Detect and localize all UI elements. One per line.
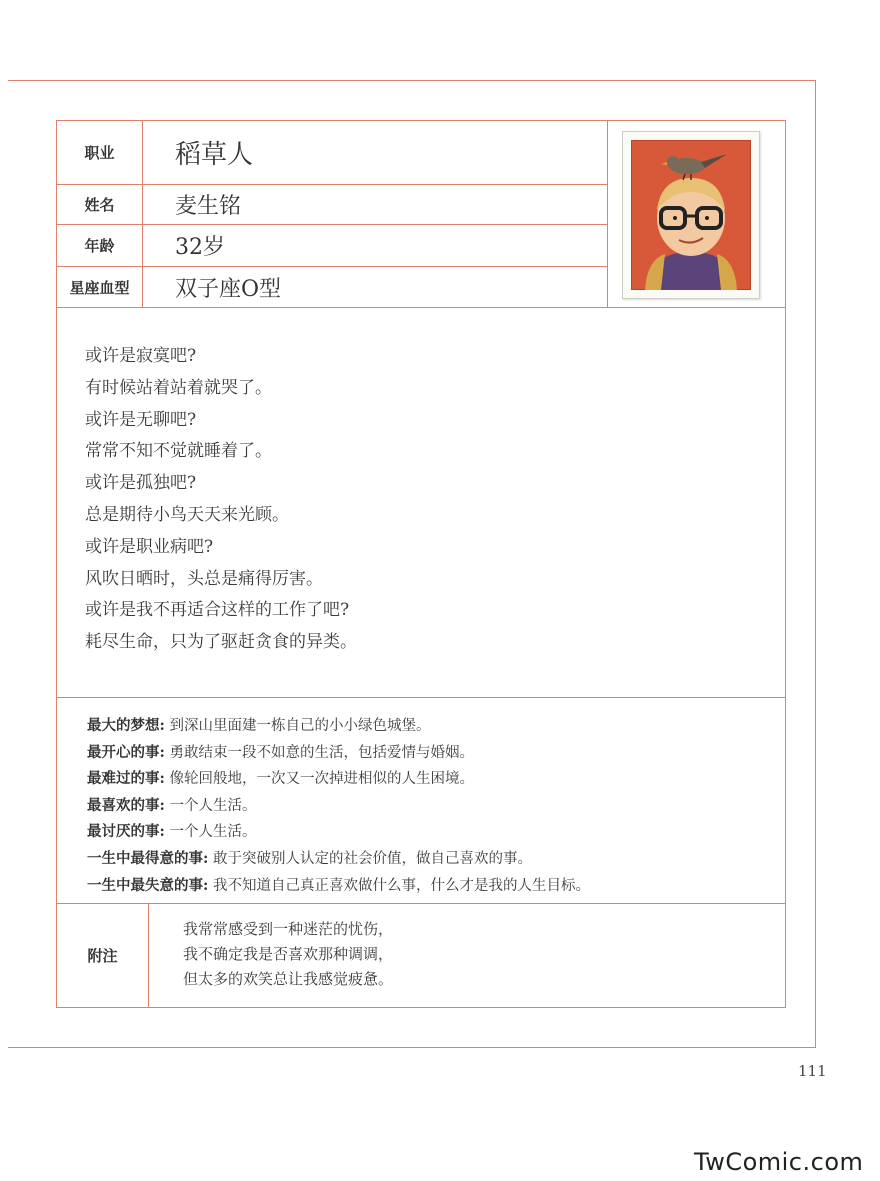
profile-value: 32岁 <box>175 235 225 260</box>
note-line: 我不确定我是否喜欢那种调调， <box>183 945 394 963</box>
fact-text: 敢于突破别人认定的社会价值，做自己喜欢的事。 <box>212 850 532 867</box>
poem-line: 风吹日晒时，头总是痛得厉害。 <box>85 568 323 589</box>
fact-item <box>87 766 590 793</box>
fact-text: 我不知道自己真正喜欢做什么事，什么才是我的人生目标。 <box>212 877 590 894</box>
fact-item <box>87 793 590 820</box>
watermark: TwComic.com <box>694 1148 864 1176</box>
profile-label: 姓名 <box>57 185 143 224</box>
fact-text: 像轮回般地，一次又一次掉进相似的人生困境。 <box>169 771 474 788</box>
profile-label: 年龄 <box>57 225 143 266</box>
profile-value: 麦生铭 <box>175 194 242 219</box>
poem-line: 或许是我不再适合这样的工作了吧? <box>85 600 350 621</box>
profile-label: 星座血型 <box>57 267 143 307</box>
fact-item <box>87 819 590 846</box>
fact-item <box>87 873 590 900</box>
poem-line: 或许是孤独吧? <box>85 473 197 494</box>
poem-line: 耗尽生命，只为了驱赶贪食的异类。 <box>85 632 357 653</box>
poem-line: 总是期待小鸟天天来光顾。 <box>85 504 289 525</box>
fact-item <box>87 846 590 873</box>
page-number: 111 <box>798 1062 827 1080</box>
note-label: 附注 <box>57 904 149 1007</box>
divider <box>57 307 785 308</box>
photo-cell <box>607 121 785 307</box>
fact-text: 到深山里面建一栋自己的小小绿色城堡。 <box>169 718 431 734</box>
fact-label: 最开心的事: <box>87 743 165 761</box>
fact-label: 最喜欢的事: <box>87 796 165 814</box>
profile-row-zodiac-blood <box>57 267 607 307</box>
profile-label: 职业 <box>57 121 143 184</box>
fact-text: 一个人生活。 <box>169 824 257 841</box>
profile-row-age <box>57 225 607 267</box>
profile-value: 稻草人 <box>175 140 254 170</box>
poem-line: 常常不知不觉就睡着了。 <box>85 441 272 462</box>
fact-label: 最难过的事: <box>87 770 165 788</box>
fact-item <box>87 740 590 767</box>
fact-label: 最大的梦想: <box>87 717 165 734</box>
divider <box>57 697 785 698</box>
fact-text: 勇敢结束一段不如意的生活，包括爱情与婚姻。 <box>169 744 474 761</box>
profile-row-name <box>57 185 607 225</box>
note-block <box>183 917 393 992</box>
note-line: 我常常感受到一种迷茫的忧伤， <box>183 920 394 938</box>
profile-card <box>56 120 786 1008</box>
fact-label: 一生中最失意的事: <box>87 876 209 894</box>
scarecrow-portrait-icon <box>622 131 760 299</box>
poem-block <box>85 341 357 659</box>
poem-line: 有时候站着站着就哭了。 <box>85 377 272 398</box>
fact-text: 一个人生活。 <box>169 797 257 814</box>
fact-label: 一生中最得意的事: <box>87 849 209 867</box>
divider <box>57 903 785 904</box>
fact-item <box>87 713 590 740</box>
fact-label: 最讨厌的事: <box>87 823 165 841</box>
profile-table <box>57 121 607 307</box>
profile-row-occupation <box>57 121 607 185</box>
profile-value: 双子座O型 <box>175 276 282 302</box>
note-line: 但太多的欢笑总让我感觉疲惫。 <box>183 970 394 988</box>
facts-block <box>87 713 590 899</box>
poem-line: 或许是职业病吧? <box>85 536 214 557</box>
poem-line: 或许是寂寞吧? <box>85 346 197 366</box>
poem-line: 或许是无聊吧? <box>85 409 197 430</box>
